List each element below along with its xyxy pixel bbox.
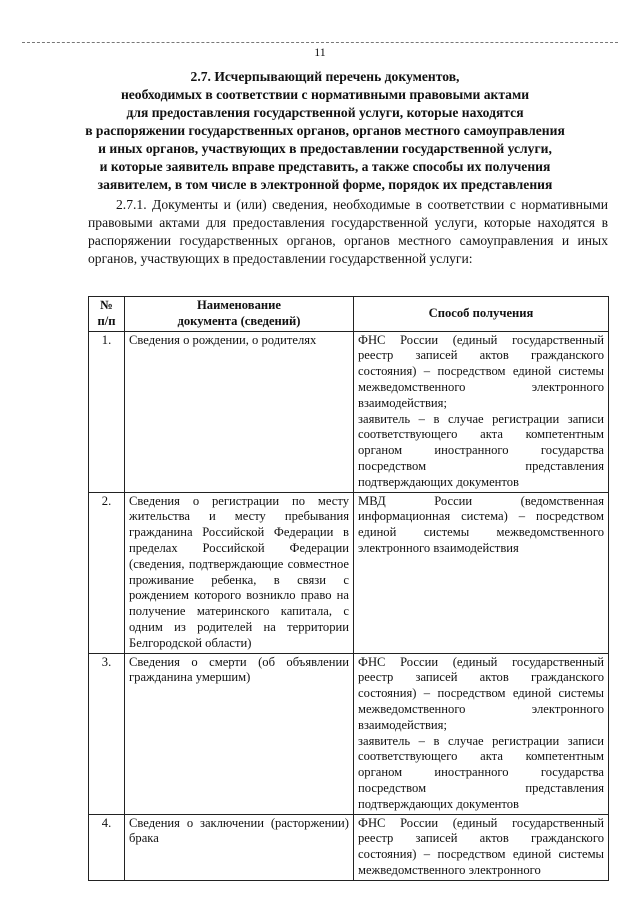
table-row <box>89 331 609 492</box>
heading-line: в распоряжении государственных органов, органов местного самоуправления <box>85 123 565 138</box>
heading-line: заявителем, в том числе в электронной форме, порядок их представления <box>97 177 553 192</box>
intro-paragraph: 2.7.1. Документы и (или) сведения, необходимые в соответствии с нормативными правовыми актами для предоставления государственной услуги, которые находятся в распоряжении государственных органов, органов местного самоуправления и иных органов, участвующих в предоставлении государственной услуги: <box>88 197 608 266</box>
table-row <box>89 653 609 814</box>
row-number: 1. <box>89 331 125 492</box>
table-header-row <box>89 297 609 332</box>
heading-line: и иных органов, участвующих в предоставлении государственной услуги, <box>98 141 552 156</box>
row-method: ФНС России (единый государственный реестр записей актов гражданского состояния) – посредством единой системы межведомственного электронного взаимодействия; заявитель – в случае регистрации записи соответствующего акта компетентным органом иностранного государства посредством представления подтверждающих документов <box>354 331 609 492</box>
table-row <box>89 814 609 880</box>
section-heading <box>60 68 590 194</box>
row-method: ФНС России (единый государственный реестр записей актов гражданского состояния) – посредством единой системы межведомственного электронного взаимодействия; заявитель – в случае регистрации записи соответствующего акта компетентным органом иностранного государства посредством представления подтверждающих документов <box>354 653 609 814</box>
header-method: Способ получения <box>354 297 609 332</box>
row-method: МВД России (ведомственная информационная система) – посредством единой системы межведомственного электронного взаимодействия <box>354 492 609 653</box>
table-row <box>89 492 609 653</box>
row-number: 4. <box>89 814 125 880</box>
header-document-name: Наименование документа (сведений) <box>125 297 354 332</box>
row-document-name: Сведения о смерти (об объявлении гражданина умершим) <box>125 653 354 814</box>
row-document-name: Сведения о рождении, о родителях <box>125 331 354 492</box>
top-rule <box>22 42 618 43</box>
row-method: ФНС России (единый государственный реестр записей актов гражданского состояния) – посредством единой системы межведомственного электронного <box>354 814 609 880</box>
heading-line: для предоставления государственной услуги, которые находятся <box>126 105 524 120</box>
page-number: 11 <box>314 45 326 59</box>
row-number: 3. <box>89 653 125 814</box>
row-number: 2. <box>89 492 125 653</box>
row-document-name: Сведения о заключении (расторжении) брака <box>125 814 354 880</box>
heading-line: необходимых в соответствии с нормативными правовыми актами <box>120 87 530 102</box>
heading-line: и которые заявитель вправе представить, а также способы их получения <box>99 159 551 174</box>
header-number: № п/п <box>89 297 125 332</box>
heading-line: 2.7. Исчерпывающий перечень документов, <box>190 69 460 84</box>
documents-table <box>88 296 609 881</box>
row-document-name: Сведения о регистрации по месту жительства и месту пребывания гражданина Российской Федерации в пределах Российской Федерации (сведения, подтверждающие совместное проживание ребенка, в связи с рождением которого возникло право на получение материнского капитала, с одним из родителей на территории Белгородской области) <box>125 492 354 653</box>
